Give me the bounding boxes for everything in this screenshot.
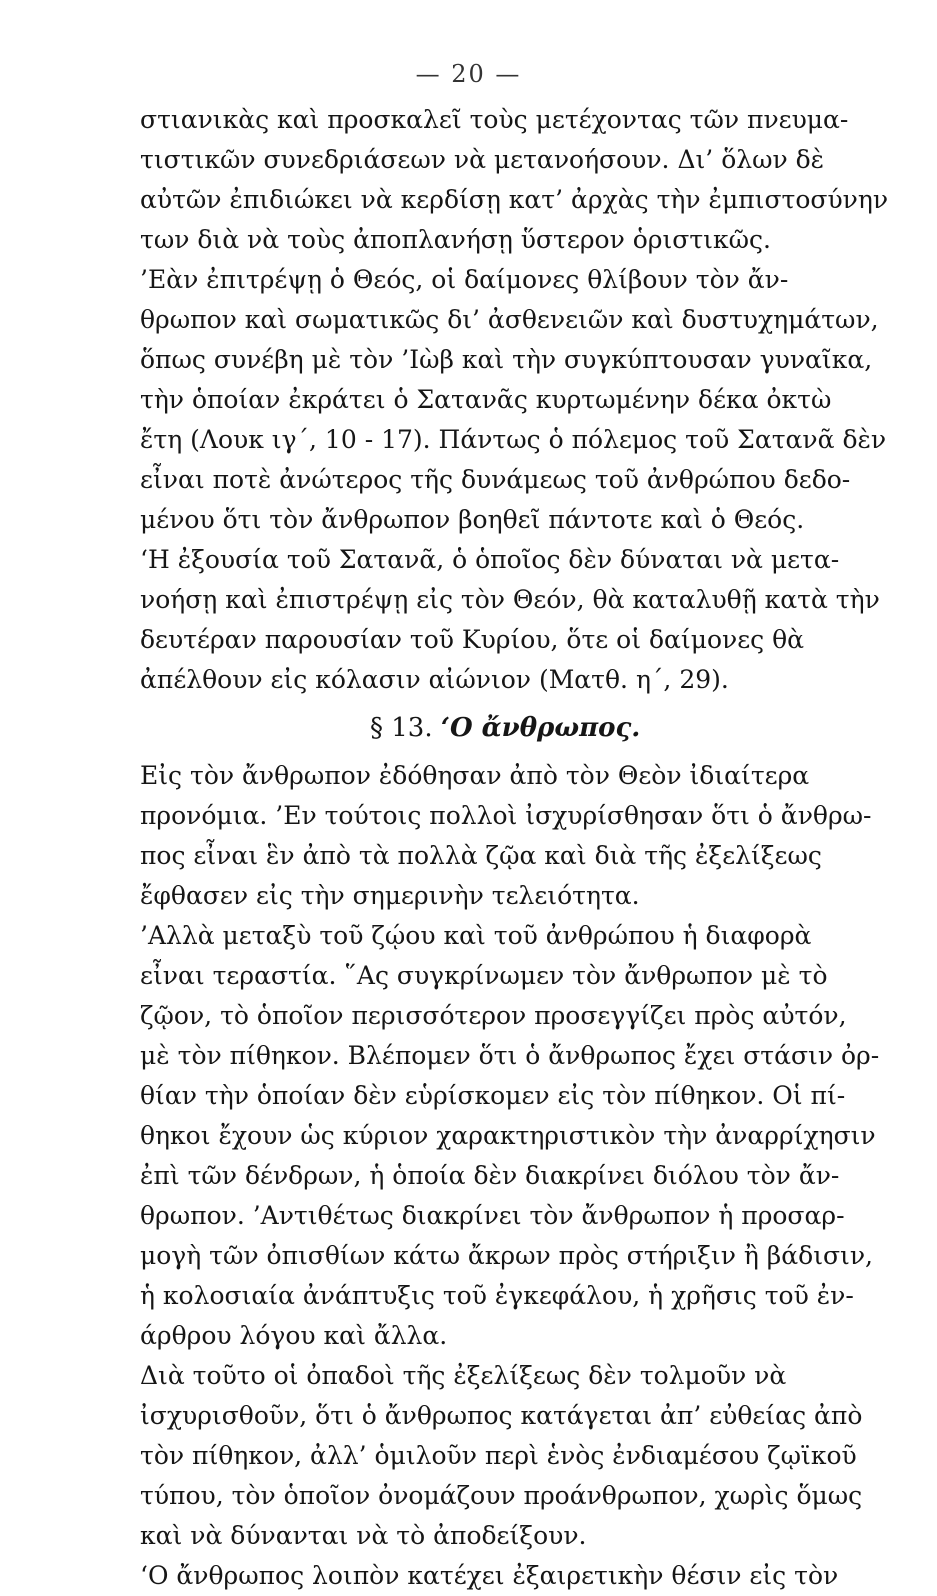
text-line: τιστικῶν συνεδριάσεων νὰ μετανοήσουν. Δι’ ὅλων δὲ [140, 145, 825, 174]
body-text [140, 100, 910, 1596]
text-line: των διὰ νὰ τοὺς ἀποπλανήσῃ ὕστερον ὁριστικῶς. [140, 225, 771, 254]
text-line: ’Εὰν ἐπιτρέψῃ ὁ Θεός, οἱ δαίμονες θλίβουν τὸν ἄν- [140, 265, 789, 294]
paragraph [140, 756, 910, 916]
text-line: τὸν πίθηκον, ἀλλ’ ὁμιλοῦν περὶ ἑνὸς ἐνδιαμέσου ζῳϊκοῦ [140, 1441, 857, 1470]
text-line: Διὰ τοῦτο οἱ ὀπαδοὶ τῆς ἐξελίξεως δὲν τολμοῦν νὰ [140, 1361, 787, 1390]
text-line: ’Αλλὰ μεταξὺ τοῦ ζῴου καὶ τοῦ ἀνθρώπου ἡ διαφορὰ [140, 921, 812, 950]
text-line: Εἰς τὸν ἄνθρωπον ἐδόθησαν ἀπὸ τὸν Θεὸν ἰδιαίτερα [140, 761, 810, 790]
paragraph [140, 540, 910, 700]
text-line: μὲ τὸν πίθηκον. Βλέπομεν ὅτι ὁ ἄνθρωπος ἔχει στάσιν ὀρ- [140, 1041, 880, 1070]
text-line: ‘Ο ἄνθρωπος λοιπὸν κατέχει ἐξαιρετικὴν θέσιν εἰς τὸν [140, 1561, 839, 1590]
text-line: νοήσῃ καὶ ἐπιστρέψῃ εἰς τὸν Θεόν, θὰ καταλυθῇ κατὰ τὴν [140, 585, 880, 614]
text-line: μένου ὅτι τὸν ἄνθρωπον βοηθεῖ πάντοτε καὶ ὁ Θεός. [140, 505, 805, 534]
text-line: θρωπον καὶ σωματικῶς δι’ ἀσθενειῶν καὶ δυστυχημάτων, [140, 305, 879, 334]
text-part-before-heading [140, 100, 910, 700]
text-line: τύπου, τὸν ὁποῖον ὀνομάζουν προάνθρωπον, χωρὶς ὅμως [140, 1481, 863, 1510]
text-line: προνόμια. ’Εν τούτοις πολλοὶ ἰσχυρίσθησαν ὅτι ὁ ἄνθρω- [140, 801, 872, 830]
text-line: ἔτη (Λουκ ιγ΄, 10 - 17). Πάντως ὁ πόλεμος τοῦ Σατανᾶ δὲν [140, 425, 887, 454]
paragraph [140, 916, 910, 1356]
text-line: στιανικὰς καὶ προσκαλεῖ τοὺς μετέχοντας τῶν πνευμα- [140, 105, 849, 134]
text-line: πος εἶναι ἓν ἀπὸ τὰ πολλὰ ζῷα καὶ διὰ τῆς ἐξελίξεως [140, 841, 822, 870]
text-line: ζῷον, τὸ ὁποῖον περισσότερον προσεγγίζει πρὸς αὐτόν, [140, 1001, 847, 1030]
section-title: ‘Ο ἄνθρωπος. [440, 713, 641, 743]
paragraph [140, 260, 910, 540]
text-line: καὶ νὰ δύνανται νὰ τὸ ἀποδείξουν. [140, 1521, 587, 1550]
text-part-after-heading [140, 756, 910, 1596]
section-heading [140, 700, 910, 756]
text-line: ἐπὶ τῶν δένδρων, ἡ ὁποία δὲν διακρίνει διόλου τὸν ἄν- [140, 1161, 840, 1190]
paragraph [140, 100, 910, 260]
text-line: ἰσχυρισθοῦν, ὅτι ὁ ἄνθρωπος κατάγεται ἀπ’ εὐθείας ἀπὸ [140, 1401, 863, 1430]
paragraph [140, 1556, 910, 1596]
text-line: εἶναι τεραστία. ῞Ας συγκρίνωμεν τὸν ἄνθρωπον μὲ τὸ [140, 961, 828, 990]
paragraph [140, 1356, 910, 1556]
text-line: δευτέραν παρουσίαν τοῦ Κυρίου, ὅτε οἱ δαίμονες θὰ [140, 625, 805, 654]
text-line: τὴν ὁποίαν ἐκράτει ὁ Σατανᾶς κυρτωμένην δέκα ὀκτὼ [140, 385, 832, 414]
text-line: εἶναι ποτὲ ἀνώτερος τῆς δυνάμεως τοῦ ἀνθρώπου δεδο- [140, 465, 851, 494]
text-line: ὅπως συνέβη μὲ τὸν ’Ιὼβ καὶ τὴν συγκύπτουσαν γυναῖκα, [140, 345, 873, 374]
text-line: μογὴ τῶν ὀπισθίων κάτω ἄκρων πρὸς στήριξιν ἢ βάδισιν, [140, 1241, 874, 1270]
text-line: ἔφθασεν εἰς τὴν σημερινὴν τελειότητα. [140, 881, 640, 910]
page-number: — 20 — [415, 60, 522, 88]
text-line: ἡ κολοσιαία ἀνάπτυξις τοῦ ἐγκεφάλου, ἡ χρῆσις τοῦ ἐν- [140, 1281, 854, 1310]
text-line: ‘Η ἐξουσία τοῦ Σατανᾶ, ὁ ὁποῖος δὲν δύναται νὰ μετα- [140, 545, 840, 574]
text-line: άρθρου λόγου καὶ ἄλλα. [140, 1321, 448, 1350]
text-line: θρωπον. ’Αντιθέτως διακρίνει τὸν ἄνθρωπον ἡ προσαρ- [140, 1201, 845, 1230]
text-line: θίαν τὴν ὁποίαν δὲν εὑρίσκομεν εἰς τὸν πίθηκον. Οἱ πί- [140, 1081, 846, 1110]
section-number: § 13. [370, 713, 433, 743]
text-line: ἀπέλθουν εἰς κόλασιν αἰώνιον (Ματθ. η΄, 29). [140, 665, 729, 694]
text-line: αὐτῶν ἐπιδιώκει νὰ κερδίσῃ κατ’ ἀρχὰς τὴν ἐμπιστοσύνην [140, 185, 889, 214]
text-line: θηκοι ἔχουν ὡς κύριον χαρακτηριστικὸν τὴν ἀναρρίχησιν [140, 1121, 876, 1150]
